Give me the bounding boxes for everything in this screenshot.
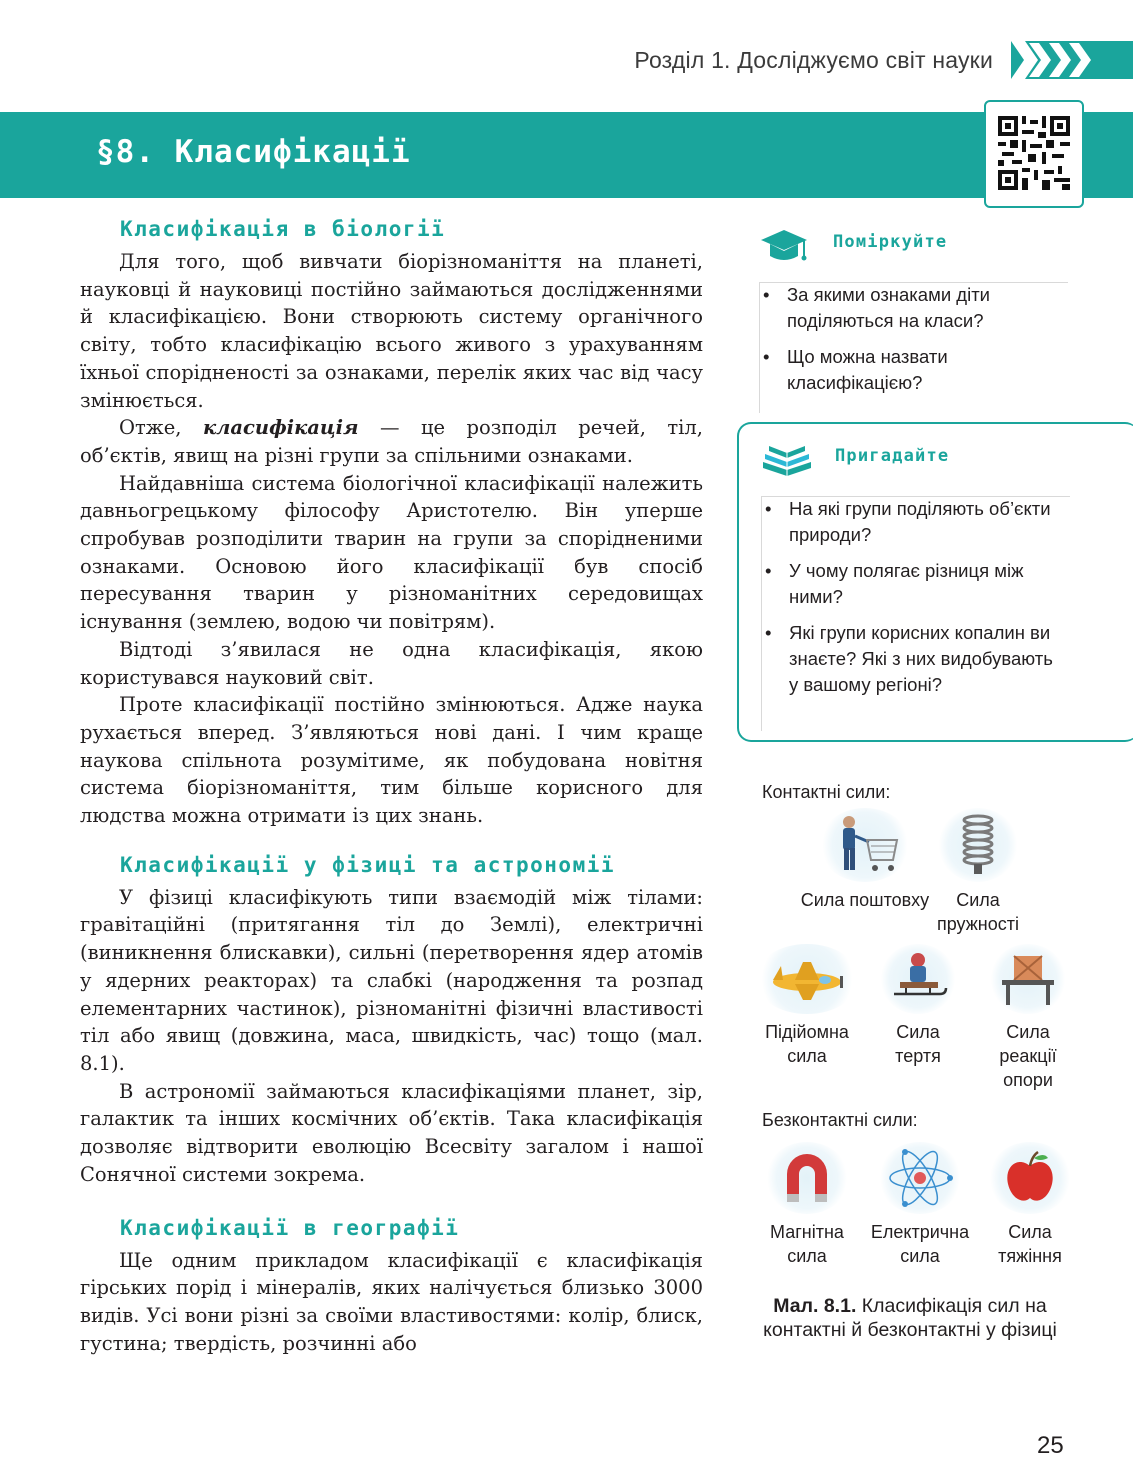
force-label: Сила тертя: [895, 1022, 941, 1066]
section-title-band: [0, 112, 1133, 198]
shopping-cart-icon: [819, 808, 911, 882]
page-number: 25: [1037, 1432, 1064, 1459]
paragraph-definition: [80, 414, 703, 469]
force-label: Сила пружності: [937, 890, 1019, 934]
books-icon: [761, 440, 813, 484]
paragraph: Відтоді з’явилася не одна класифікація, якою користувався науковий світ.: [80, 637, 703, 689]
list-item: • На які групи поділяють об’єкти природи?: [761, 496, 1061, 548]
running-title: Розділ 1. Досліджуємо світ науки: [634, 46, 993, 73]
recall-box-title: Пригадайте: [835, 446, 950, 466]
force-label: Підійомна сила: [765, 1022, 849, 1066]
force-label: Магнітна сила: [770, 1222, 844, 1266]
recall-questions: [761, 496, 1061, 708]
section-heading-biology: Класифікація в біології: [120, 217, 446, 241]
figure-caption: [745, 1294, 1075, 1342]
paragraph: Найдавніша система біологічної класифікації належить давньогрецькому філософу Аристотелю. Він уперше спробував розподілити тварин на групи за спорідненими ознаками. Основою його класифікації був спосіб пересування тварин у різноманітних середовищах існування (землею, водою чи повітрям).: [80, 471, 703, 634]
sled-icon: [880, 944, 956, 1014]
paragraph: Проте класифікації постійно змінюються. Адже наука рухається вперед. З’являються нові дані. І чим краще наукова спільнота розумітиме, як побудована новітня система біорізноманіття, тим більше корисного для людства можна отримати із цих знань.: [80, 693, 703, 828]
list-item: • За якими ознаками діти поділяються на класи?: [759, 282, 1059, 334]
force-electric: [864, 1142, 976, 1268]
list-item: • Які групи корисних копалин ви знаєте? Які з них видобувають у вашому регіоні?: [761, 620, 1061, 698]
airplane-icon: [755, 944, 859, 1014]
force-gravity: [984, 1142, 1076, 1268]
apple-icon: [988, 1142, 1072, 1214]
graduation-cap-icon: [759, 228, 809, 272]
force-magnetic: [752, 1142, 862, 1268]
definition-after: — це розподіл речей, тіл, об’єктів, явищ на різні групи за спільними ознаками.: [80, 416, 703, 467]
atom-icon: [878, 1142, 962, 1214]
think-box-title: Поміркуйте: [833, 232, 948, 252]
list-item: • Що можна назвати класифікацією?: [759, 344, 1059, 396]
definition-before: Отже,: [119, 416, 203, 440]
paragraph: Ще одним прикладом класифікації є класифікація гірських порід і мінералів, яких налічується близько 3000 видів. Усі вони різні за своїми властивостями: колір, блиск, густина; твердість, розчинні або: [80, 1248, 703, 1355]
paragraph: В астрономії займаються класифікаціями планет, зір, галактик та інших космічних об’єктів. Така класифікація дозволяє відтворити еволюцію Всесвіту загалом і нашої Сонячної системи зокрема.: [80, 1079, 703, 1186]
chevron-arrows-icon: [1011, 41, 1133, 79]
force-label: Сила поштовху: [800, 890, 930, 910]
force-lift: [752, 944, 862, 1068]
list-item: • У чому полягає різниця між ними?: [761, 558, 1061, 610]
think-box: [737, 222, 1133, 412]
section-heading-geography: Класифікації в географії: [120, 1215, 460, 1240]
page-title: §8. Класифікації: [96, 134, 411, 170]
definition-term: класифікація: [202, 416, 359, 440]
box-on-table-icon: [990, 944, 1066, 1014]
paragraph: У фізиці класифікують типи взаємодій між тілами: гравітаційні (притягання тіл до Землі), електричні (виникнення блискавки), сильні (перетворення ядер атомів у ядерних реакторах) та слабкі (народження та розпад елементарних частинок), різноманітні фізичні властивості тіл або явищ (довжина, маса, швидкість, час) тощо (мал. 8.1).: [80, 885, 703, 1075]
force-label: Сила реакції опори: [999, 1022, 1057, 1090]
force-elastic: [928, 808, 1028, 936]
think-questions: [759, 282, 1059, 406]
magnet-icon: [765, 1142, 849, 1214]
running-header: [634, 40, 1133, 80]
force-label: Сила тяжіння: [998, 1222, 1062, 1266]
force-label: Електрична сила: [870, 1222, 970, 1266]
qr-code-icon[interactable]: [984, 100, 1084, 208]
spring-icon: [938, 808, 1018, 882]
figure-caption-number: Мал. 8.1.: [773, 1295, 857, 1317]
force-friction: [876, 944, 960, 1068]
section-heading-physics: Класифікації у фізиці та астрономії: [120, 852, 616, 877]
force-push: [800, 808, 930, 912]
paragraph: Для того, щоб вивчати біорізноманіття на планеті, науковці й науковиці постійно займаються дослідженнями й класифікацією. Вони створюють систему органічного світу, тобто класифікацію всього живого з урахуванням їхньої спорідненості за ознаками, перелік яких час від часу змінюється.: [80, 250, 703, 412]
main-text-column: [80, 212, 703, 1357]
noncontact-forces-label: Безконтактні сили:: [762, 1110, 918, 1130]
figure-caption-text: Класифікація сил на контактні й безконтактні у фізиці: [763, 1295, 1057, 1341]
recall-box: [737, 422, 1133, 742]
contact-forces-label: Контактні сили:: [762, 782, 891, 802]
force-support-reaction: [980, 944, 1076, 1092]
